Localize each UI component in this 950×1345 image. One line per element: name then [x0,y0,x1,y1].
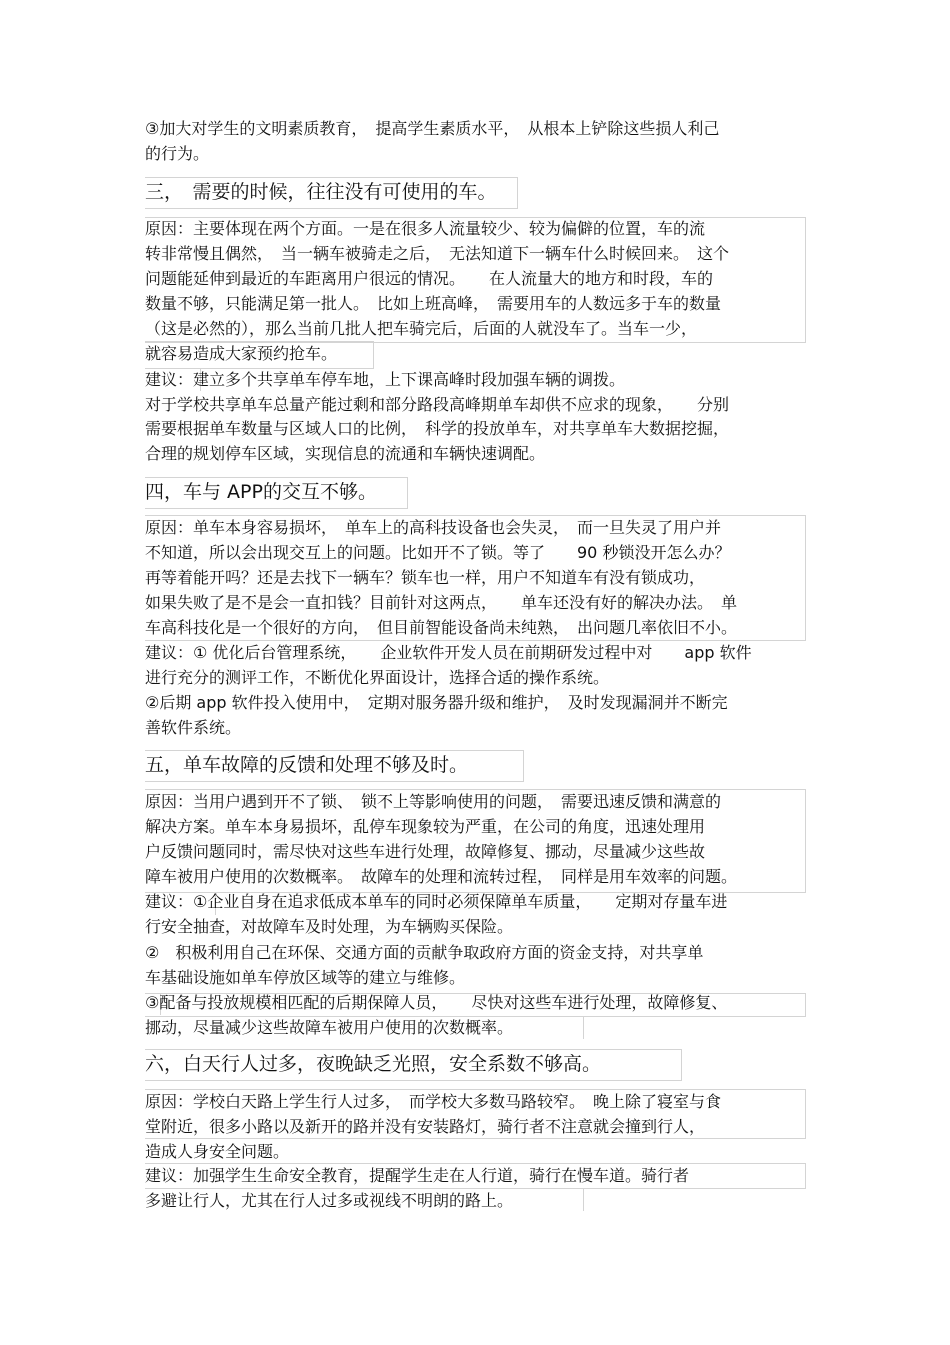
section-line: （这是必然的），那么当前几批人把车骑完后，后面的人就没车了。当车一少， [145,319,698,338]
section-line: 车高科技化是一个很好的方向， 但目前智能设备尚未纯熟， 出问题几率依旧不小。 [145,618,738,637]
section-heading: 六，白天行人过多，夜晚缺乏光照，安全系数不够高。 [145,1053,602,1075]
section-line: 车基础设施如单车停放区域等的建立与维修。 [145,968,466,987]
section-line: 原因：主要体现在两个方面。一是在很多人流量较少、较为偏僻的位置，车的流 [145,219,706,238]
section-line: ③配备与投放规模相匹配的后期保障人员， 尽快对这些车进行处理，故障修复、 [145,993,728,1012]
section-line: 进行充分的测评工作，不断优化界面设计，选择合适的操作系统。 [145,668,610,687]
section-line: 障车被用户使用的次数概率。 故障车的处理和流转过程， 同样是用车效率的问题。 [145,867,738,886]
section-line: 善软件系统。 [145,718,242,737]
section-line: 转非常慢且偶然， 当一辆车被骑走之后， 无法知道下一辆车什么时候回来。 这个 [145,244,730,263]
section-line: 问题能延伸到最近的车距离用户很远的情况。 在人流量大的地方和时段，车的 [145,269,714,288]
section-line: 原因：单车本身容易损坏， 单车上的高科技设备也会失灵， 而一旦失灵了用户并 [145,518,722,537]
cell-divider [583,1189,584,1211]
section-line: 再等着能开吗？还是去找下一辆车？锁车也一样，用户不知道车有没有锁成功， [145,568,706,587]
intro-line: 的行为。 [145,144,210,163]
section-line: 行安全抽查，对故障车及时处理，为车辆购买保险。 [145,917,514,936]
section-line: 原因：学校白天路上学生行人过多， 而学校大多数马路较窄。 晚上除了寝室与食 [145,1092,722,1111]
intro-line: ③加大对学生的文明素质教育， 提高学生素质水平， 从根本上铲除这些损人利己 [145,119,720,138]
cell-divider [583,1017,584,1039]
section-line: 建议：建立多个共享单车停车地，上下课高峰时段加强车辆的调拨。 [145,370,626,389]
section-line: 挪动，尽量减少这些故障车被用户使用的次数概率。 [145,1018,514,1037]
section-heading: 四，车与 APP的交互不够。 [145,481,377,503]
section-line: 建议：① 优化后台管理系统， 企业软件开发人员在前期研发过程中对 app 软件 [145,643,752,662]
section-line: 多避让行人，尤其在行人过多或视线不明朗的路上。 [145,1191,514,1210]
section-line: 就容易造成大家预约抢车。 [145,344,338,363]
section-line: ②后期 app 软件投入使用中， 定期对服务器升级和维护， 及时发现漏洞并不断完 [145,693,728,712]
section-line: 如果失败了是不是会一直扣钱？目前针对这两点， 单车还没有好的解决办法。 单 [145,593,738,612]
section-line: 需要根据单车数量与区域人口的比例， 科学的投放单车，对共享单车大数据挖掘， [145,419,730,438]
section-line: ② 积极利用自己在环保、交通方面的贡献争取政府方面的资金支持，对共享单 [145,943,704,962]
section-line: 建议：①企业自身在追求低成本单车的同时必须保障单车质量， 定期对存量车进 [145,892,728,911]
section-line: 造成人身安全问题。 [145,1142,290,1161]
section-line: 堂附近，很多小路以及新开的路并没有安装路灯，骑行者不注意就会撞到行人， [145,1117,706,1136]
section-heading: 三， 需要的时候，往往没有可使用的车。 [145,181,497,203]
section-line: 数量不够，只能满足第一批人。 比如上班高峰， 需要用车的人数远多于车的数量 [145,294,722,313]
section-line: 合理的规划停车区域，实现信息的流通和车辆快速调配。 [145,444,546,463]
section-line: 原因：当用户遇到开不了锁、 锁不上等影响使用的问题， 需要迅速反馈和满意的 [145,792,722,811]
section-line: 对于学校共享单车总量产能过剩和部分路段高峰期单车却供不应求的现象， 分别 [145,395,730,414]
section-line: 建议：加强学生生命安全教育，提醒学生走在人行道，骑行在慢车道。骑行者 [145,1166,690,1185]
section-line: 解决方案。单车本身易损坏，乱停车现象较为严重，在公司的角度，迅速处理用 [145,817,706,836]
section-line: 不知道，所以会出现交互上的问题。比如开不了锁。等了 90 秒锁没开怎么办？ [145,543,731,562]
section-heading: 五，单车故障的反馈和处理不够及时。 [145,754,469,776]
section-line: 户反馈问题同时，需尽快对这些车进行处理，故障修复、挪动，尽量减少这些故 [145,842,706,861]
